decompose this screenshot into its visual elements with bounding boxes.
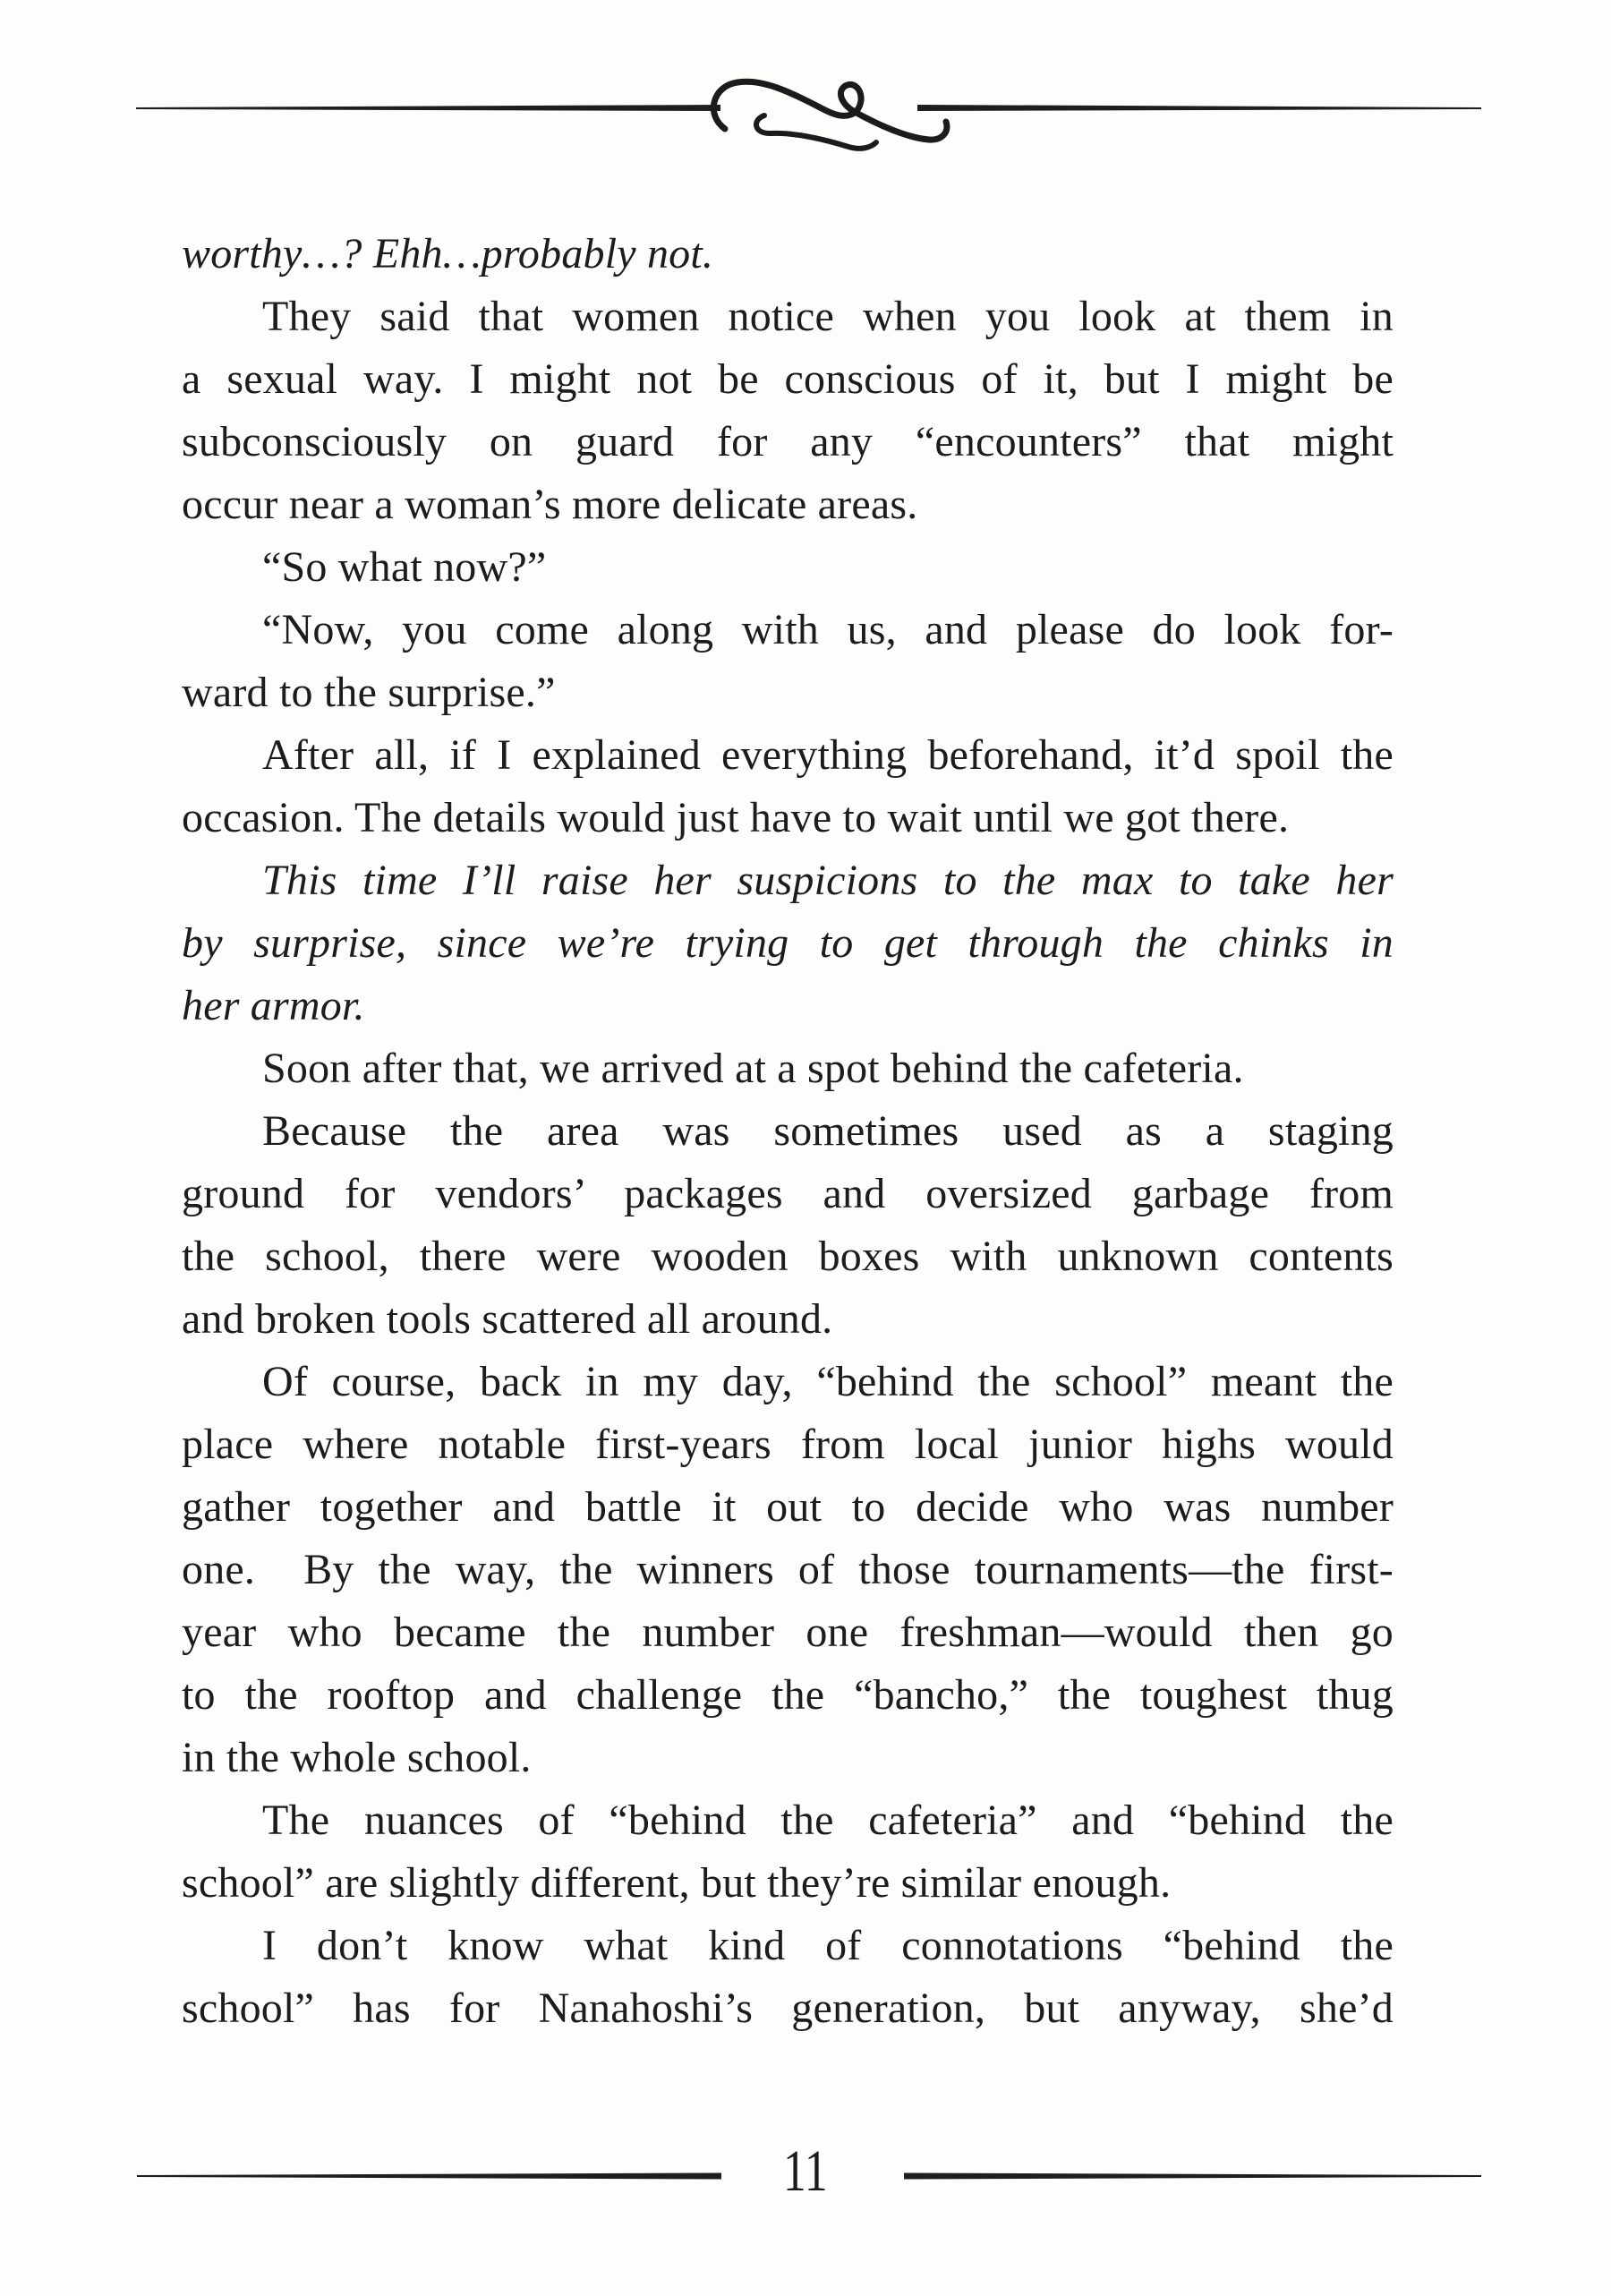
text-line: They said that women notice when you look at them in [262,293,1394,340]
text-line: worthy…? Ehh…probably not. [182,230,714,277]
text-line: her armor. [182,982,365,1029]
text-line: to the rooftop and challenge the “bancho,” the toughest thug [182,1671,1394,1719]
text-line: and broken tools scattered all around. [182,1295,833,1343]
text-line: place where notable first-years from local junior highs would [182,1421,1394,1468]
text-line: ground for vendors’ packages and oversized garbage from [182,1170,1394,1217]
text-line: Because the area was sometimes used as a staging [262,1107,1394,1155]
text-line: After all, if I explained everything beforehand, it’d spoil the [262,731,1394,779]
text-line: subconsciously on guard for any “encounters” that might [182,418,1394,465]
text-line: occasion. The details would just have to wait until we got there. [182,794,1290,841]
text-line: gather together and battle it out to decide who was number [182,1483,1394,1531]
text-line: year who became the number one freshman—would then go [182,1609,1394,1656]
page-number [125,2138,1486,2204]
text-line: one. By the way, the winners of those tournaments—the first- [182,1546,1394,1593]
text-line: occur near a woman’s more delicate areas. [182,481,918,528]
flourish-icon [713,81,947,149]
page-number-value: 11 [783,2138,828,2204]
text-line: by surprise, since we’re trying to get through the chinks in [182,919,1394,967]
text-line: “Now, you come along with us, and please do look for- [262,606,1394,653]
text-line: school” are slightly different, but they’re similar enough. [182,1859,1172,1907]
text-line: I don’t know what kind of connotations “behind the [262,1922,1394,1969]
text-line: The nuances of “behind the cafeteria” and “behind the [262,1797,1394,1844]
text-line: “So what now?” [262,543,547,591]
body-text [182,223,1394,2040]
text-line: a sexual way. I might not be conscious of it, but I might be [182,355,1394,403]
text-line: This time I’ll raise her suspicions to the max to take her [262,857,1394,904]
text-line: Soon after that, we arrived at a spot behind the cafeteria. [262,1045,1244,1092]
text-line: school” has for Nanahoshi’s generation, but anyway, she’d [182,1984,1394,2032]
header-rule-left [136,105,720,111]
text-line: Of course, back in my day, “behind the school” meant the [262,1358,1394,1405]
text-line: the school, there were wooden boxes with unknown contents [182,1233,1394,1280]
text-line: ward to the surprise.” [182,669,556,716]
header-flourish-divider [125,47,1486,172]
text-line: in the whole school. [182,1734,532,1781]
header-rule-right [917,105,1481,111]
